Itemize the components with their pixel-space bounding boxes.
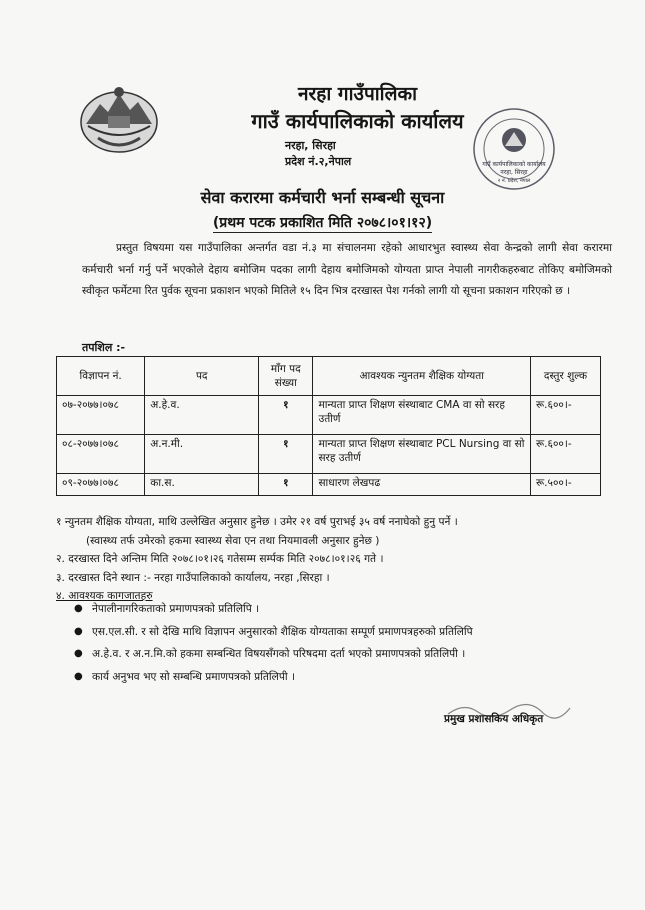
cell-quantity: १ — [259, 396, 313, 435]
publication-date-text: (प्रथम पटक प्रकाशित मिति २०७८।०१।१२) — [212, 215, 433, 231]
col-header-post: पद — [145, 357, 259, 396]
col-header-fee: दस्तुर शुल्क — [530, 357, 600, 396]
notes-section — [56, 513, 616, 606]
office-province: प्रदेश नं.२,नेपाल — [285, 155, 352, 168]
table-row — [57, 396, 601, 435]
cell-post: का.स. — [145, 474, 259, 496]
col-header-quantity: माँग पद संख्या — [259, 357, 313, 396]
office-name: नरहा गाउँपालिका — [297, 83, 417, 105]
cell-fee: रू.६००।- — [530, 396, 600, 435]
list-item: ● नेपालीनागरिकताको प्रमाणपत्रको प्रतिलिपि । — [74, 600, 614, 623]
note-documents-label: ४. आवश्यक कागजातहरु — [56, 590, 153, 602]
list-item: ● कार्य अनुभव भए सो सम्बन्धि प्रमाणपत्रको प्रतिलिपी । — [74, 668, 614, 691]
cell-quantity: १ — [259, 435, 313, 474]
seal-text-1: गाउँ कार्यपालिकाको कार्यालय — [482, 161, 546, 168]
table-header-row — [57, 357, 601, 396]
cell-fee: रू.६००।- — [530, 435, 600, 474]
documents-list — [74, 600, 614, 690]
cell-quantity: १ — [259, 474, 313, 496]
seal-text-2: नरहा, सिरहा — [500, 169, 528, 176]
cell-adv-no: ०९-२०७७।०७८ — [57, 474, 145, 496]
cell-adv-no: ०७-२०७७।०७८ — [57, 396, 145, 435]
cell-post: अ.हे.व. — [145, 396, 259, 435]
note-deadline: २. दरखास्त दिने अन्तिम मिति २०७८।०१।२६ गतेसम्म सर्म्पक मिति २०७८।०१।२६ गते । — [56, 553, 384, 565]
cell-fee: रू.५००।- — [530, 474, 600, 496]
note-location: ३. दरखास्त दिने स्थान :- नरहा गाउँपालिकाको कार्यालय, नरहा ,सिरहा । — [56, 571, 330, 584]
table-row — [57, 474, 601, 496]
cell-adv-no: ०८-२०७७।०७८ — [57, 435, 145, 474]
signatory-title: प्रमुख प्रशासकिय अधिकृत — [444, 713, 544, 725]
seal-text-3: २ नं. प्रदेश, नेपाल — [497, 178, 531, 184]
notice-body: प्रस्तुत विषयमा यस गाउँपालिका अन्तर्गत वडा नं.३ मा संचालनमा रहेको आधारभुत स्वास्थ्य सेवा केन्द्रको लागी सेवा करारमा कर्मचारी भर्ना गर्नु पर्ने भएकोले देहाय बमोजिम पदका लागी देहाय बमोजिमको योग्यता प्राप्त नेपाली नागरीकहरुबाट तोकिए बमोजिमको स्वीकृत फर्मेटमा रित पुर्वक सूचना प्रकाशन भएको मितिले १५ दिन भित्र दरखास्त पेश गर्नको लागी यो सूचना प्रकाशन गरिएको छ । — [82, 242, 612, 297]
col-header-qualification: आवश्यक न्युनतम शैक्षिक योग्यता — [313, 357, 531, 396]
note-health-rule: (स्वास्थ्य तर्फ उमेरको हकमा स्वास्थ्य सेवा एन तथा नियमावली अनुसार हुनेछ ) — [86, 534, 380, 547]
notice-title: सेवा करारमा कर्मचारी भर्ना सम्बन्धी सूचना — [200, 188, 445, 207]
cell-qualification: साधारण लेखपढ — [313, 474, 531, 496]
col-header-adv-no: विज्ञापन नं. — [57, 357, 145, 396]
note-age-requirement: १ न्युनतम शैक्षिक योग्यता, माथि उल्लेखित अनुसार हुनेछ । उमेर २१ वर्ष पुराभई ३५ वर्ष ननाघेको हुनु पर्ने । — [56, 516, 458, 528]
details-label: तपशिल :- — [82, 341, 126, 354]
office-subtitle: गाउँ कार्यपालिकाको कार्यालय — [251, 109, 464, 133]
list-item: ● अ.हे.व. र अ.न.मि.को हकमा सम्बन्धित विषयसँगको परिषदमा दर्ता भएको प्रमाणपत्रको प्रतिलिपी । — [74, 645, 614, 668]
publication-date — [0, 213, 645, 232]
table-row — [57, 435, 601, 474]
office-address: नरहा, सिरहा — [285, 139, 336, 152]
list-item: ● एस.एल.सी. र सो देखि माथि विज्ञापन अनुसारको शैक्षिक योग्यताका सम्पूर्ण प्रमाणपत्रहरुको प्रतिलिपि — [74, 623, 614, 646]
official-seal-icon — [471, 106, 557, 192]
cell-qualification: मान्यता प्राप्त शिक्षण संस्थाबाट CMA वा सो सरह उतीर्ण — [313, 396, 531, 435]
cell-qualification: मान्यता प्राप्त शिक्षण संस्थाबाट PCL Nursing वा सो सरह उतीर्ण — [313, 435, 531, 474]
vacancy-table — [56, 356, 601, 496]
cell-post: अ.न.मी. — [145, 435, 259, 474]
